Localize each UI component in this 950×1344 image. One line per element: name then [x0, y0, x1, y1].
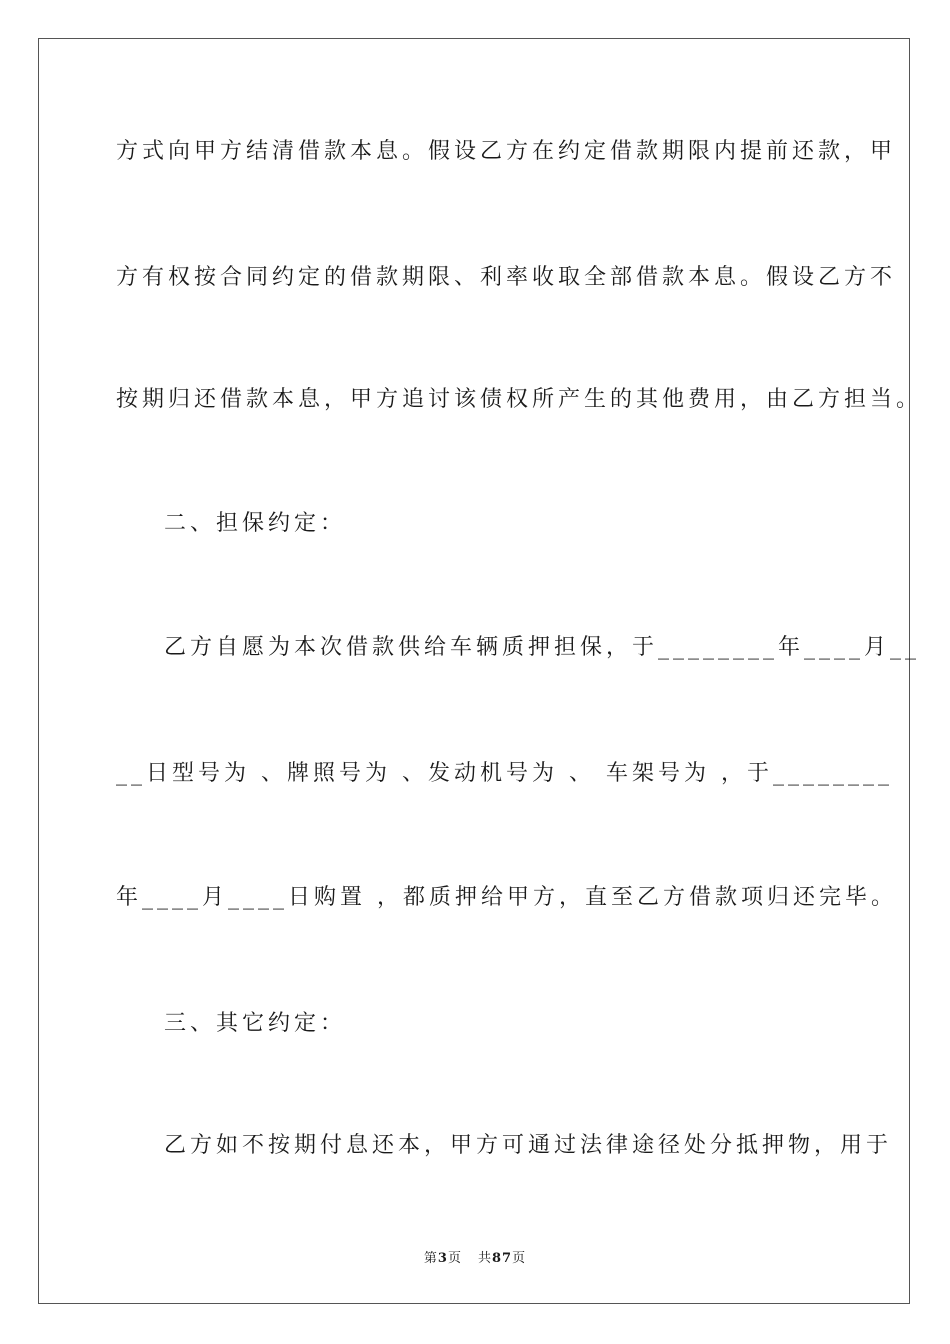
- body-line-3: 按期归还借款本息，甲方追讨该债权所产生的其他费用，由乙方担当。: [116, 387, 923, 412]
- footer-page-current: 3: [437, 1251, 448, 1266]
- page-frame: [38, 38, 923, 1304]
- body-line-7: 年____月____日购置 ，都质押给甲方，直至乙方借款项归还完毕。: [116, 885, 897, 910]
- footer-page-total: 87: [491, 1251, 513, 1266]
- footer-page-suffix: 页: [447, 1251, 462, 1266]
- body-line-2: 方有权按合同约定的借款期限、利率收取全部借款本息。假设乙方不: [116, 265, 897, 290]
- footer-total-suffix: 页: [512, 1251, 527, 1266]
- footer-page-prefix: 第: [423, 1251, 438, 1266]
- body-line-1: 方式向甲方结清借款本息。假设乙方在约定借款期限内提前还款，甲: [116, 139, 897, 164]
- section-heading-guarantee: 二、担保约定：: [164, 511, 347, 536]
- body-line-9: 乙方如不按期付息还本，甲方可通过法律途径处分抵押物，用于: [164, 1133, 893, 1158]
- body-line-6: __日型号为 、牌照号为 、发动机号为 、 车架号为 ，于________: [116, 761, 893, 786]
- page-footer: [0, 1247, 950, 1266]
- section-heading-other: 三、其它约定：: [164, 1011, 347, 1036]
- body-line-5: 乙方自愿为本次借款供给车辆质押担保，于________年____月__: [164, 635, 921, 660]
- footer-total-prefix: 共: [477, 1251, 492, 1266]
